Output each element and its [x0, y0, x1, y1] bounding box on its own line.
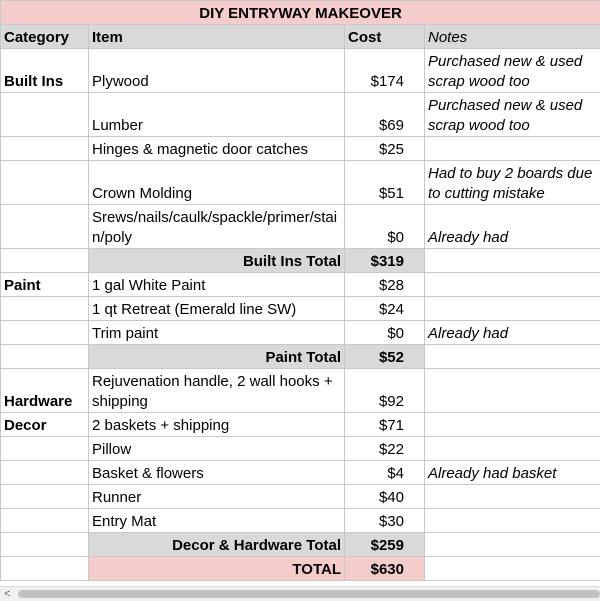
cost-cell[interactable]: $69	[345, 93, 425, 137]
note-cell[interactable]	[425, 273, 600, 297]
scroll-thumb[interactable]	[18, 590, 600, 598]
table-row	[1, 437, 600, 461]
note-cell[interactable]: Purchased new & used scrap wood too	[425, 93, 600, 137]
subtotal-value[interactable]: $259	[345, 533, 425, 557]
category-cell[interactable]: Decor	[1, 413, 89, 437]
table-row	[1, 205, 600, 249]
note-cell[interactable]	[425, 297, 600, 321]
item-cell[interactable]: Entry Mat	[89, 509, 345, 533]
table-row	[1, 369, 600, 413]
subtotal-label[interactable]: Decor & Hardware Total	[89, 533, 345, 557]
note-cell[interactable]	[425, 137, 600, 161]
category-cell[interactable]	[1, 461, 89, 485]
note-cell[interactable]	[425, 533, 600, 557]
category-cell[interactable]	[1, 533, 89, 557]
category-cell[interactable]	[1, 249, 89, 273]
category-cell[interactable]	[1, 557, 89, 581]
item-cell[interactable]: 1 qt Retreat (Emerald line SW)	[89, 297, 345, 321]
note-cell[interactable]	[425, 437, 600, 461]
cost-cell[interactable]: $174	[345, 49, 425, 93]
table-row	[1, 461, 600, 485]
note-cell[interactable]	[425, 509, 600, 533]
title-row	[1, 1, 600, 25]
category-cell[interactable]: Hardware	[1, 369, 89, 413]
category-cell[interactable]: Paint	[1, 273, 89, 297]
header-cost[interactable]: Cost	[345, 25, 425, 49]
header-row	[1, 25, 600, 49]
category-cell[interactable]	[1, 509, 89, 533]
table-row	[1, 413, 600, 437]
category-cell[interactable]	[1, 205, 89, 249]
item-cell[interactable]: Runner	[89, 485, 345, 509]
item-cell[interactable]: 2 baskets + shipping	[89, 413, 345, 437]
horizontal-scrollbar[interactable]	[0, 586, 600, 601]
note-cell[interactable]: Purchased new & used scrap wood too	[425, 49, 600, 93]
category-cell[interactable]	[1, 321, 89, 345]
table-row	[1, 321, 600, 345]
category-cell[interactable]	[1, 485, 89, 509]
grand-total-value[interactable]: $630	[345, 557, 425, 581]
subtotal-row	[1, 345, 600, 369]
cost-cell[interactable]: $0	[345, 321, 425, 345]
category-cell[interactable]	[1, 161, 89, 205]
header-item[interactable]: Item	[89, 25, 345, 49]
category-cell[interactable]	[1, 297, 89, 321]
cost-cell[interactable]: $30	[345, 509, 425, 533]
category-cell[interactable]: Built Ins	[1, 49, 89, 93]
item-cell[interactable]: Hinges & magnetic door catches	[89, 137, 345, 161]
subtotal-label[interactable]: Built Ins Total	[89, 249, 345, 273]
cost-cell[interactable]: $4	[345, 461, 425, 485]
cost-cell[interactable]: $51	[345, 161, 425, 205]
item-cell[interactable]: Srews/nails/caulk/spackle/primer/stain/poly	[89, 205, 345, 249]
cost-cell[interactable]: $25	[345, 137, 425, 161]
table-row	[1, 161, 600, 205]
note-cell[interactable]	[425, 345, 600, 369]
cost-cell[interactable]: $0	[345, 205, 425, 249]
cost-cell[interactable]: $71	[345, 413, 425, 437]
table-row	[1, 137, 600, 161]
category-cell[interactable]	[1, 137, 89, 161]
note-cell[interactable]: Already had	[425, 205, 600, 249]
item-cell[interactable]: Pillow	[89, 437, 345, 461]
cost-cell[interactable]: $92	[345, 369, 425, 413]
subtotal-label[interactable]: Paint Total	[89, 345, 345, 369]
grand-total-row	[1, 557, 600, 581]
note-cell[interactable]: Had to buy 2 boards due to cutting mistake	[425, 161, 600, 205]
item-cell[interactable]: Lumber	[89, 93, 345, 137]
category-cell[interactable]	[1, 437, 89, 461]
note-cell[interactable]: Already had	[425, 321, 600, 345]
subtotal-row	[1, 249, 600, 273]
subtotal-value[interactable]: $52	[345, 345, 425, 369]
category-cell[interactable]	[1, 93, 89, 137]
note-cell[interactable]	[425, 557, 600, 581]
cost-cell[interactable]: $40	[345, 485, 425, 509]
item-cell[interactable]: Rejuvenation handle, 2 wall hooks + shipping	[89, 369, 345, 413]
cost-cell[interactable]: $24	[345, 297, 425, 321]
item-cell[interactable]: 1 gal White Paint	[89, 273, 345, 297]
table-row	[1, 49, 600, 93]
subtotal-row	[1, 533, 600, 557]
grand-total-label[interactable]: TOTAL	[89, 557, 345, 581]
header-notes[interactable]: Notes	[425, 25, 600, 49]
scroll-left-icon[interactable]: <	[4, 587, 10, 601]
note-cell[interactable]: Already had basket	[425, 461, 600, 485]
table-row	[1, 273, 600, 297]
note-cell[interactable]	[425, 369, 600, 413]
sheet-title[interactable]: DIY ENTRYWAY MAKEOVER	[1, 1, 600, 25]
table-row	[1, 485, 600, 509]
item-cell[interactable]: Crown Molding	[89, 161, 345, 205]
cost-cell[interactable]: $22	[345, 437, 425, 461]
item-cell[interactable]: Basket & flowers	[89, 461, 345, 485]
table-row	[1, 93, 600, 137]
category-cell[interactable]	[1, 345, 89, 369]
table-row	[1, 509, 600, 533]
subtotal-value[interactable]: $319	[345, 249, 425, 273]
header-category[interactable]: Category	[1, 25, 89, 49]
note-cell[interactable]	[425, 485, 600, 509]
note-cell[interactable]	[425, 249, 600, 273]
note-cell[interactable]	[425, 413, 600, 437]
table-row	[1, 297, 600, 321]
item-cell[interactable]: Plywood	[89, 49, 345, 93]
cost-cell[interactable]: $28	[345, 273, 425, 297]
item-cell[interactable]: Trim paint	[89, 321, 345, 345]
